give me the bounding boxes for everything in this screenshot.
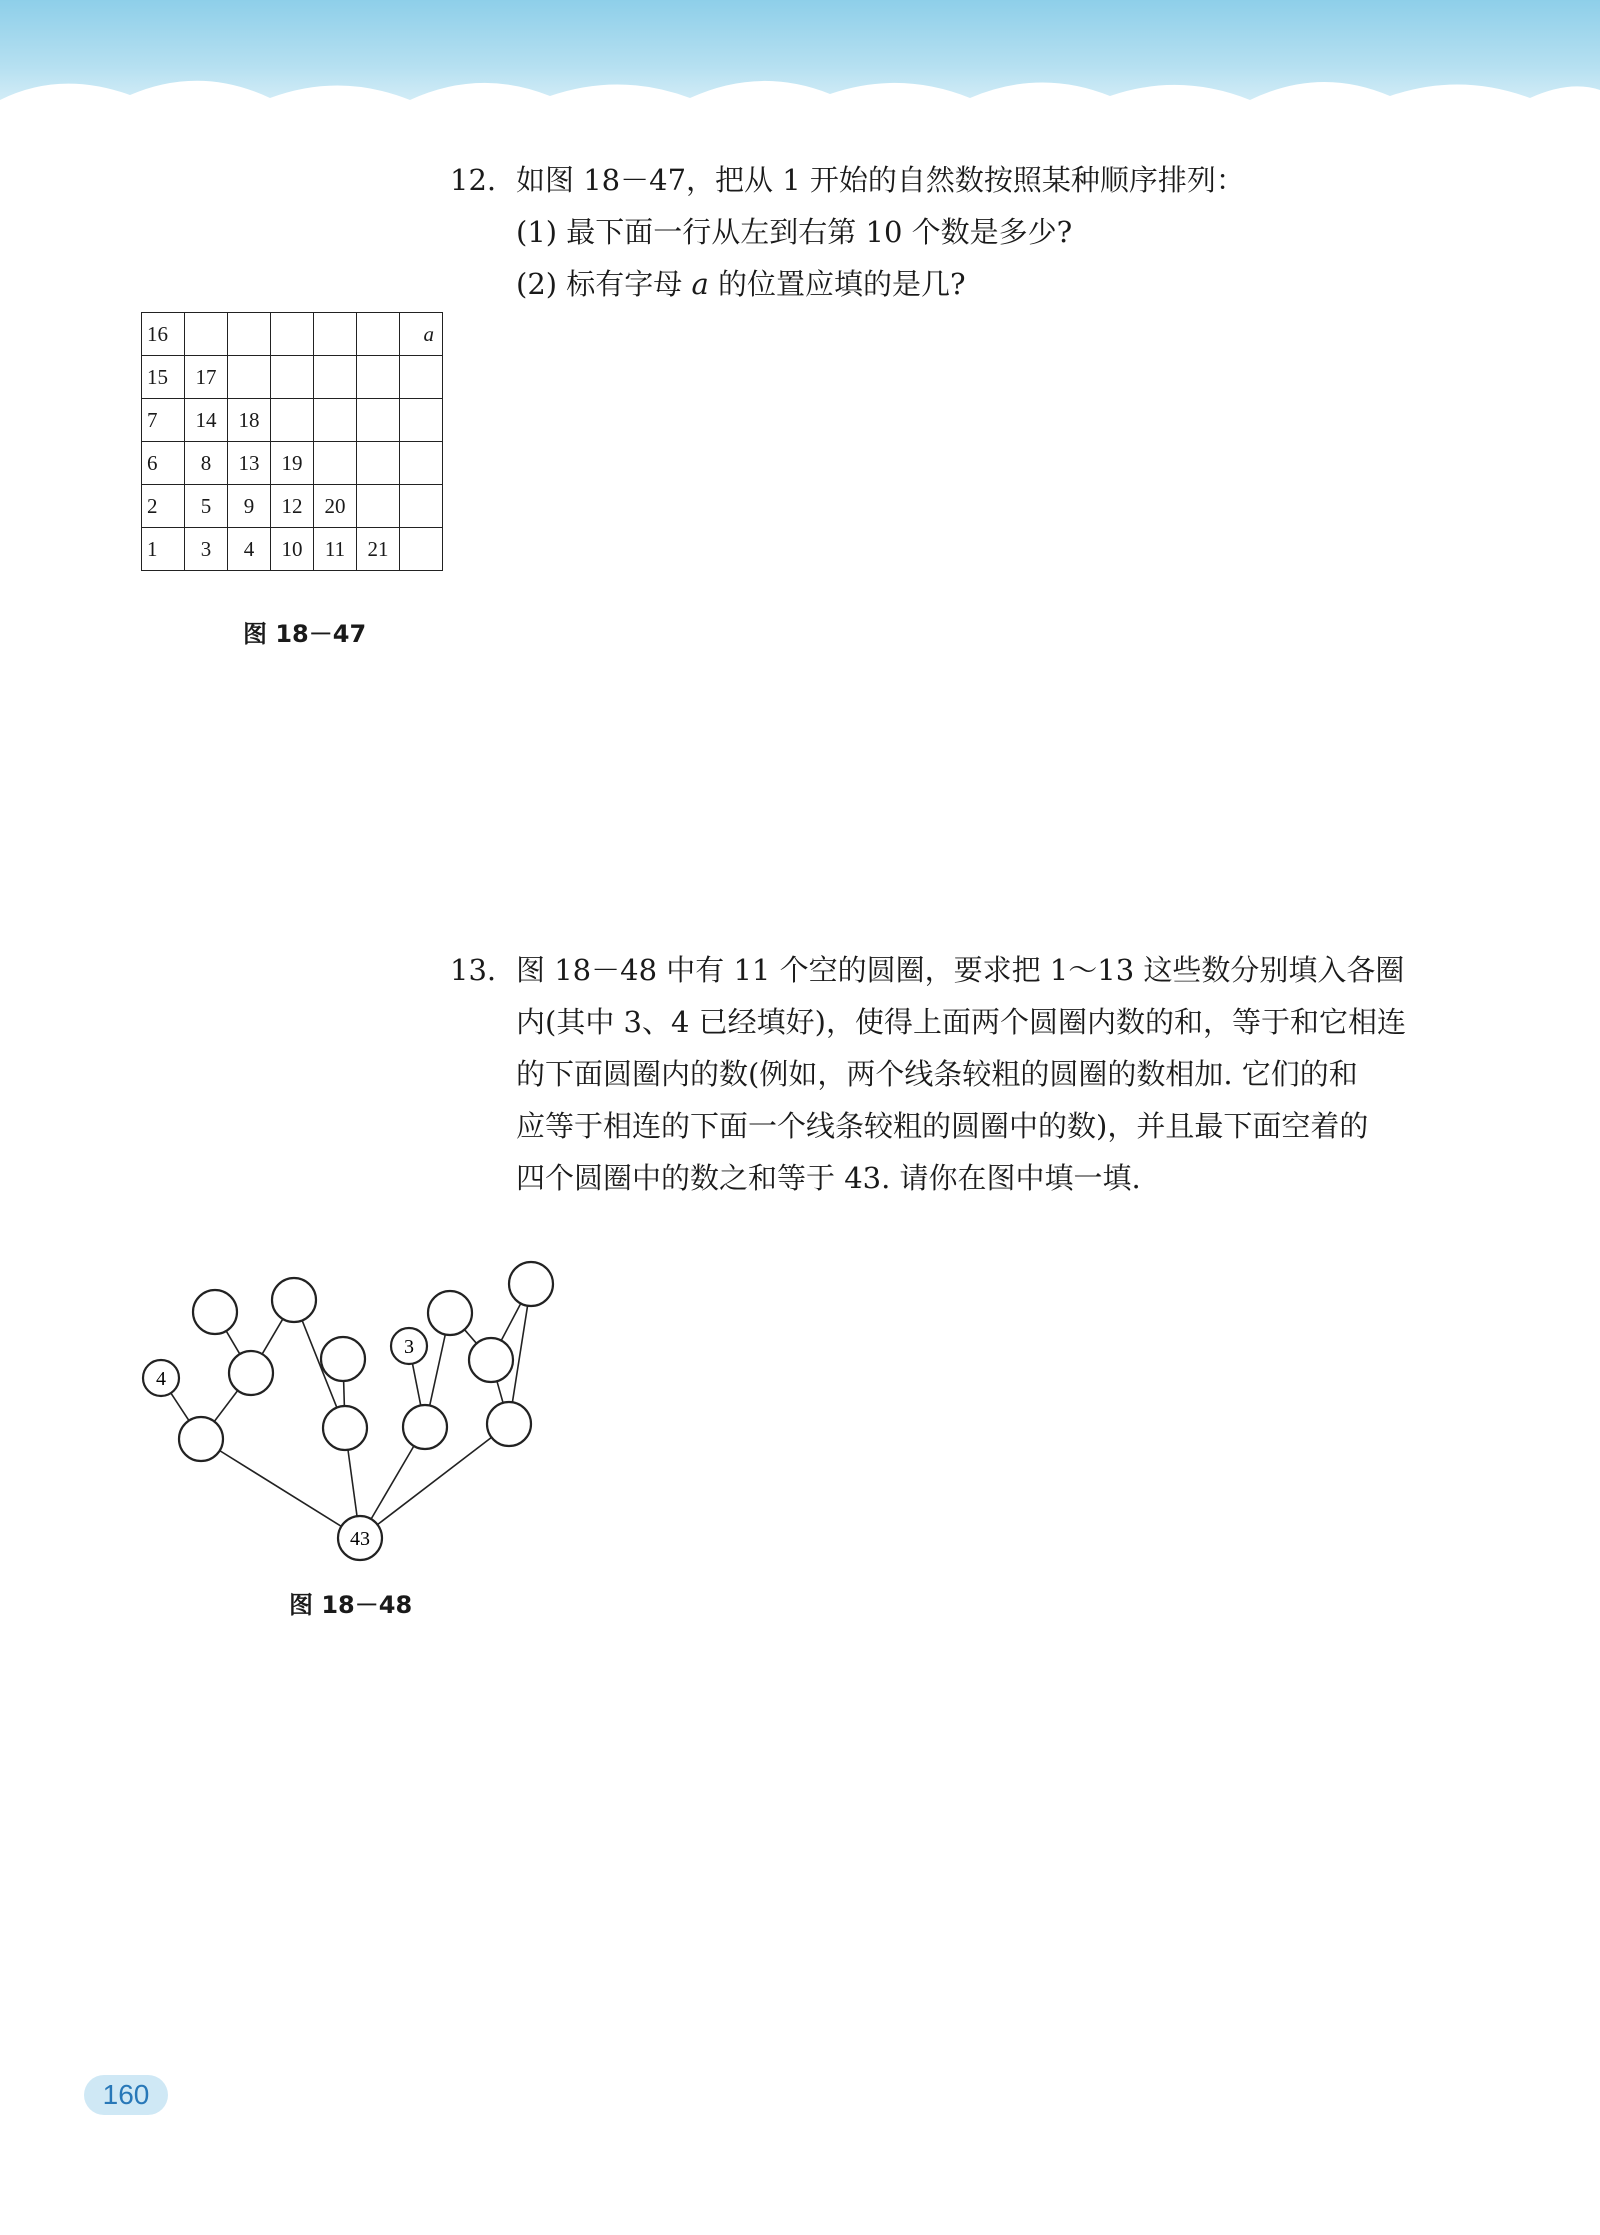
grid-cell: 19: [271, 442, 314, 485]
grid-cell: 5: [185, 485, 228, 528]
tree-connector: [464, 1330, 476, 1344]
grid-cell: 12: [271, 485, 314, 528]
grid-cell: [400, 442, 443, 485]
grid-cell: 10: [271, 528, 314, 571]
question-12: [450, 154, 1470, 310]
tree-connector: [512, 1306, 527, 1403]
grid-cell: 3: [185, 528, 228, 571]
tree-circle: [321, 1337, 365, 1381]
grid-cell: [228, 313, 271, 356]
question-13-line: 内(其中 3、4 已经填好)，使得上面两个圆圈内数的和，等于和它相连: [516, 1005, 1406, 1039]
grid-cell: 16: [142, 313, 185, 356]
question-13-line: 应等于相连的下面一个线条较粗的圆圈中的数)，并且最下面空着的: [516, 1109, 1369, 1143]
grid-cell: 1: [142, 528, 185, 571]
grid-cell: 8: [185, 442, 228, 485]
tree-connector: [344, 1381, 345, 1406]
grid-row: [142, 399, 443, 442]
grid-cell: [400, 528, 443, 571]
tree-connector: [371, 1446, 414, 1519]
figure-18-48-caption: 图 18－48: [289, 1591, 413, 1619]
grid-cell: [400, 485, 443, 528]
tree-circle: [193, 1290, 237, 1334]
grid-row: [142, 356, 443, 399]
grid-cell: 21: [357, 528, 400, 571]
grid-cell: [400, 399, 443, 442]
number-grid-18-47: [141, 312, 443, 571]
grid-cell: [228, 356, 271, 399]
grid-row: [142, 485, 443, 528]
grid-cell: 17: [185, 356, 228, 399]
tree-connector: [214, 1391, 237, 1422]
tree-circle: [487, 1402, 531, 1446]
tree-connector: [348, 1450, 357, 1516]
figure-18-47-caption: 图 18－47: [243, 620, 367, 648]
tree-circle: [179, 1417, 223, 1461]
tree-connector: [226, 1331, 240, 1354]
grid-cell: 20: [314, 485, 357, 528]
grid-cell: [271, 399, 314, 442]
grid-cell: [271, 356, 314, 399]
tree-circle: [509, 1262, 553, 1306]
page-number: 160: [84, 2075, 168, 2115]
question-13-line: 图 18－48 中有 11 个空的圆圈，要求把 1～13 这些数分别填入各圈: [516, 953, 1405, 987]
tree-connector: [262, 1319, 283, 1354]
grid-cell: [314, 356, 357, 399]
tree-connector: [501, 1303, 521, 1340]
tree-circle: [323, 1406, 367, 1450]
grid-cell: 7: [142, 399, 185, 442]
grid-row: [142, 442, 443, 485]
grid-cell: [357, 356, 400, 399]
tree-circle: [469, 1338, 513, 1382]
question-13-number: 13.: [450, 953, 497, 987]
grid-cell: 4: [228, 528, 271, 571]
tree-circle: [428, 1291, 472, 1335]
grid-cell: [314, 399, 357, 442]
tree-circle: [403, 1405, 447, 1449]
grid-cell: a: [400, 313, 443, 356]
tree-connector: [497, 1381, 503, 1403]
grid-cell: [357, 442, 400, 485]
tree-circle: [229, 1351, 273, 1395]
letter-a: a: [691, 267, 709, 301]
grid-cell: [400, 356, 443, 399]
tree-connector: [412, 1364, 420, 1406]
grid-cell: 14: [185, 399, 228, 442]
grid-cell: 2: [142, 485, 185, 528]
grid-cell: 15: [142, 356, 185, 399]
tree-circle-label: 3: [404, 1336, 414, 1358]
question-13-line: 的下面圆圈内的数(例如，两个线条较粗的圆圈的数相加. 它们的和: [516, 1057, 1358, 1091]
grid-row: [142, 528, 443, 571]
question-12-text: 如图 18－47，把从 1 开始的自然数按照某种顺序排列：: [516, 163, 1245, 197]
tree-connector: [220, 1451, 342, 1527]
grid-cell: 9: [228, 485, 271, 528]
tree-connector: [377, 1437, 491, 1524]
grid-cell: [271, 313, 314, 356]
tree-connector: [430, 1334, 446, 1405]
grid-row: [142, 313, 443, 356]
grid-cell: 13: [228, 442, 271, 485]
grid-cell: 18: [228, 399, 271, 442]
question-13-line: 四个圆圈中的数之和等于 43. 请你在图中填一填.: [516, 1161, 1141, 1195]
grid-cell: [314, 313, 357, 356]
grid-cell: 11: [314, 528, 357, 571]
tree-connector: [171, 1393, 189, 1421]
tree-circle-label: 43: [350, 1528, 370, 1550]
tree-circle-label: 4: [156, 1368, 166, 1390]
tree-circle: [272, 1278, 316, 1322]
grid-cell: [357, 485, 400, 528]
circle-tree-18-48: [120, 1240, 580, 1570]
question-12-part-2: (2) 标有字母 a 的位置应填的是几?: [516, 267, 966, 301]
grid-cell: [357, 313, 400, 356]
grid-cell: [185, 313, 228, 356]
grid-cell: [314, 442, 357, 485]
grid-cell: [357, 399, 400, 442]
grid-cell: 6: [142, 442, 185, 485]
question-12-number: 12.: [450, 163, 497, 197]
question-13: [450, 944, 1470, 1204]
question-12-part-1: (1) 最下面一行从左到右第 10 个数是多少?: [516, 215, 1073, 249]
